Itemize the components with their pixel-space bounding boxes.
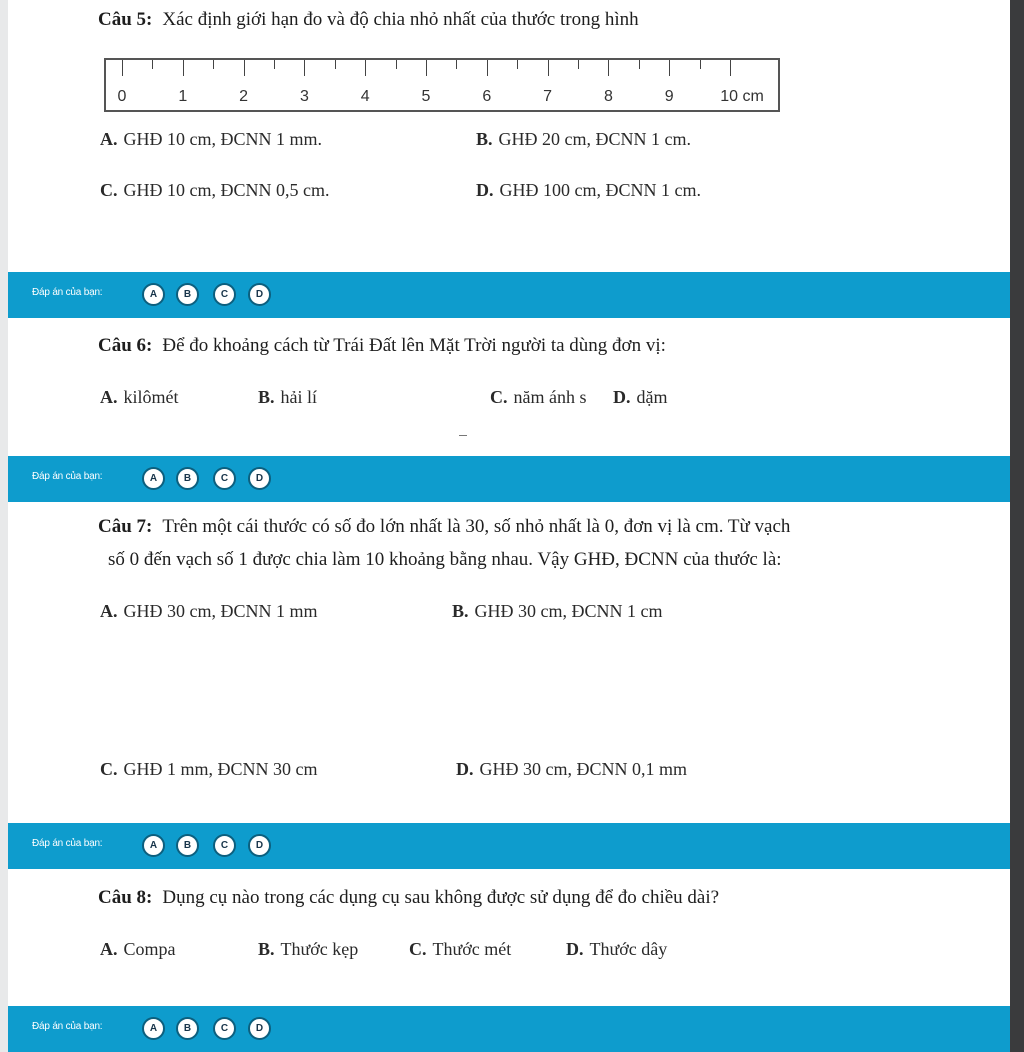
option-text: dặm [636, 387, 668, 407]
ruler-major-tick [365, 60, 366, 76]
ruler-label: 1 [178, 88, 188, 105]
question-7-option-d [456, 758, 687, 780]
answer-label: Đáp án của bạn: [32, 287, 103, 298]
choice-a-button[interactable]: A [142, 467, 165, 490]
question-8-option-a [100, 938, 176, 960]
option-text: kilômét [123, 387, 179, 407]
choice-d-button[interactable]: D [248, 467, 271, 490]
choice-d-button[interactable]: D [248, 1017, 271, 1040]
question-5-title [98, 8, 639, 32]
choice-c-button[interactable]: C [213, 834, 236, 857]
question-5-option-a [100, 128, 322, 150]
choice-b-button[interactable]: B [176, 1017, 199, 1040]
question-8-number: Câu 8: [98, 887, 153, 908]
choice-b-button[interactable]: B [176, 283, 199, 306]
question-7-option-c [100, 758, 318, 780]
option-key: C. [409, 939, 427, 959]
option-key: A. [100, 129, 118, 149]
option-text: năm ánh s [513, 387, 587, 407]
answer-label: Đáp án của bạn: [32, 471, 103, 482]
choice-d-button[interactable]: D [248, 283, 271, 306]
option-key: A. [100, 387, 118, 407]
ruler-label: 7 [543, 88, 553, 105]
ruler-label: 4 [360, 88, 370, 105]
option-key: C. [100, 180, 118, 200]
answer-bar-q6 [8, 456, 1010, 502]
option-text: Thước kẹp [280, 939, 359, 959]
scrollbar[interactable] [1010, 0, 1024, 1052]
divider-mark [459, 435, 467, 436]
ruler-minor-tick [700, 60, 701, 69]
answer-bar-q8 [8, 1006, 1010, 1052]
ruler-major-tick [608, 60, 609, 76]
question-5-option-d [476, 179, 701, 201]
option-text: Compa [123, 939, 176, 959]
option-key: B. [476, 129, 493, 149]
ruler-major-tick [122, 60, 123, 76]
ruler-minor-tick [274, 60, 275, 69]
option-text: GHĐ 30 cm, ĐCNN 0,1 mm [479, 759, 687, 779]
ruler-minor-tick [578, 60, 579, 69]
question-7-option-a [100, 600, 318, 622]
option-text: GHĐ 10 cm, ĐCNN 1 mm. [123, 129, 322, 149]
option-text: GHĐ 100 cm, ĐCNN 1 cm. [499, 180, 701, 200]
question-6-title [98, 334, 666, 358]
ruler-minor-tick [335, 60, 336, 69]
ruler-label: 10 cm [720, 88, 764, 105]
ruler-figure [104, 58, 780, 112]
ruler-major-tick [426, 60, 427, 76]
option-key: D. [613, 387, 631, 407]
ruler-minor-tick [456, 60, 457, 69]
option-key: B. [258, 939, 275, 959]
question-7-option-b [452, 600, 663, 622]
question-6-option-a [100, 386, 179, 408]
option-text: GHĐ 30 cm, ĐCNN 1 mm [123, 601, 318, 621]
question-8-option-b [258, 938, 358, 960]
choice-a-button[interactable]: A [142, 1017, 165, 1040]
ruler-major-tick [487, 60, 488, 76]
question-6-option-d [613, 386, 668, 408]
question-6-option-c [490, 386, 586, 408]
choice-c-button[interactable]: C [213, 283, 236, 306]
question-8-option-d [566, 938, 667, 960]
ruler-label: 5 [421, 88, 431, 105]
ruler-label: 3 [299, 88, 309, 105]
ruler-major-tick [730, 60, 731, 76]
option-key: A. [100, 939, 118, 959]
answer-label: Đáp án của bạn: [32, 838, 103, 849]
ruler-label: 2 [239, 88, 249, 105]
question-8-option-c [409, 938, 511, 960]
choice-c-button[interactable]: C [213, 1017, 236, 1040]
answer-bar-q5 [8, 272, 1010, 318]
question-5-number: Câu 5: [98, 9, 153, 30]
choice-a-button[interactable]: A [142, 834, 165, 857]
question-7-text-line2: số 0 đến vạch số 1 được chia làm 10 khoảng bằng nhau. Vậy GHĐ, ĐCNN của thước là: [108, 549, 782, 570]
choice-d-button[interactable]: D [248, 834, 271, 857]
ruler-major-tick [669, 60, 670, 76]
ruler-label: 6 [482, 88, 492, 105]
question-5-option-b [476, 128, 691, 150]
choice-b-button[interactable]: B [176, 467, 199, 490]
ruler-major-tick [183, 60, 184, 76]
ruler-major-tick [304, 60, 305, 76]
ruler-minor-tick [639, 60, 640, 69]
question-8-text: Dụng cụ nào trong các dụng cụ sau không được sử dụng để đo chiều dài? [162, 887, 720, 908]
answer-bar-q7 [8, 823, 1010, 869]
question-7-title [98, 515, 790, 539]
ruler-minor-tick [396, 60, 397, 69]
question-5-text: Xác định giới hạn đo và độ chia nhỏ nhất của thước trong hình [162, 9, 639, 30]
option-key: C. [100, 759, 118, 779]
choice-a-button[interactable]: A [142, 283, 165, 306]
question-7-number: Câu 7: [98, 516, 153, 537]
option-key: B. [258, 387, 275, 407]
question-6-number: Câu 6: [98, 335, 153, 356]
ruler-label: 0 [117, 88, 127, 105]
option-text: GHĐ 30 cm, ĐCNN 1 cm [474, 601, 663, 621]
ruler-minor-tick [213, 60, 214, 69]
ruler-major-tick [548, 60, 549, 76]
question-6-option-b [258, 386, 317, 408]
question-6-text: Để đo khoảng cách từ Trái Đất lên Mặt Trời người ta dùng đơn vị: [162, 335, 666, 356]
option-key: B. [452, 601, 469, 621]
ruler-major-tick [244, 60, 245, 76]
option-text: hải lí [280, 387, 318, 407]
choice-b-button[interactable]: B [176, 834, 199, 857]
answer-label: Đáp án của bạn: [32, 1021, 103, 1032]
left-margin [0, 0, 8, 1052]
ruler-minor-tick [517, 60, 518, 69]
ruler-label: 9 [664, 88, 674, 105]
option-key: D. [566, 939, 584, 959]
question-5-option-c [100, 179, 329, 201]
option-text: Thước mét [432, 939, 512, 959]
choice-c-button[interactable]: C [213, 467, 236, 490]
option-key: A. [100, 601, 118, 621]
ruler-minor-tick [152, 60, 153, 69]
option-text: GHĐ 10 cm, ĐCNN 0,5 cm. [123, 180, 330, 200]
question-7-text-line1: Trên một cái thước có số đo lớn nhất là 30, số nhỏ nhất là 0, đơn vị là cm. Từ vạch [162, 516, 791, 537]
option-key: D. [456, 759, 474, 779]
option-text: GHĐ 20 cm, ĐCNN 1 cm. [498, 129, 691, 149]
option-key: C. [490, 387, 508, 407]
ruler-label: 8 [603, 88, 613, 105]
option-key: D. [476, 180, 494, 200]
option-text: Thước dây [589, 939, 668, 959]
question-8-title [98, 886, 719, 910]
option-text: GHĐ 1 mm, ĐCNN 30 cm [123, 759, 318, 779]
